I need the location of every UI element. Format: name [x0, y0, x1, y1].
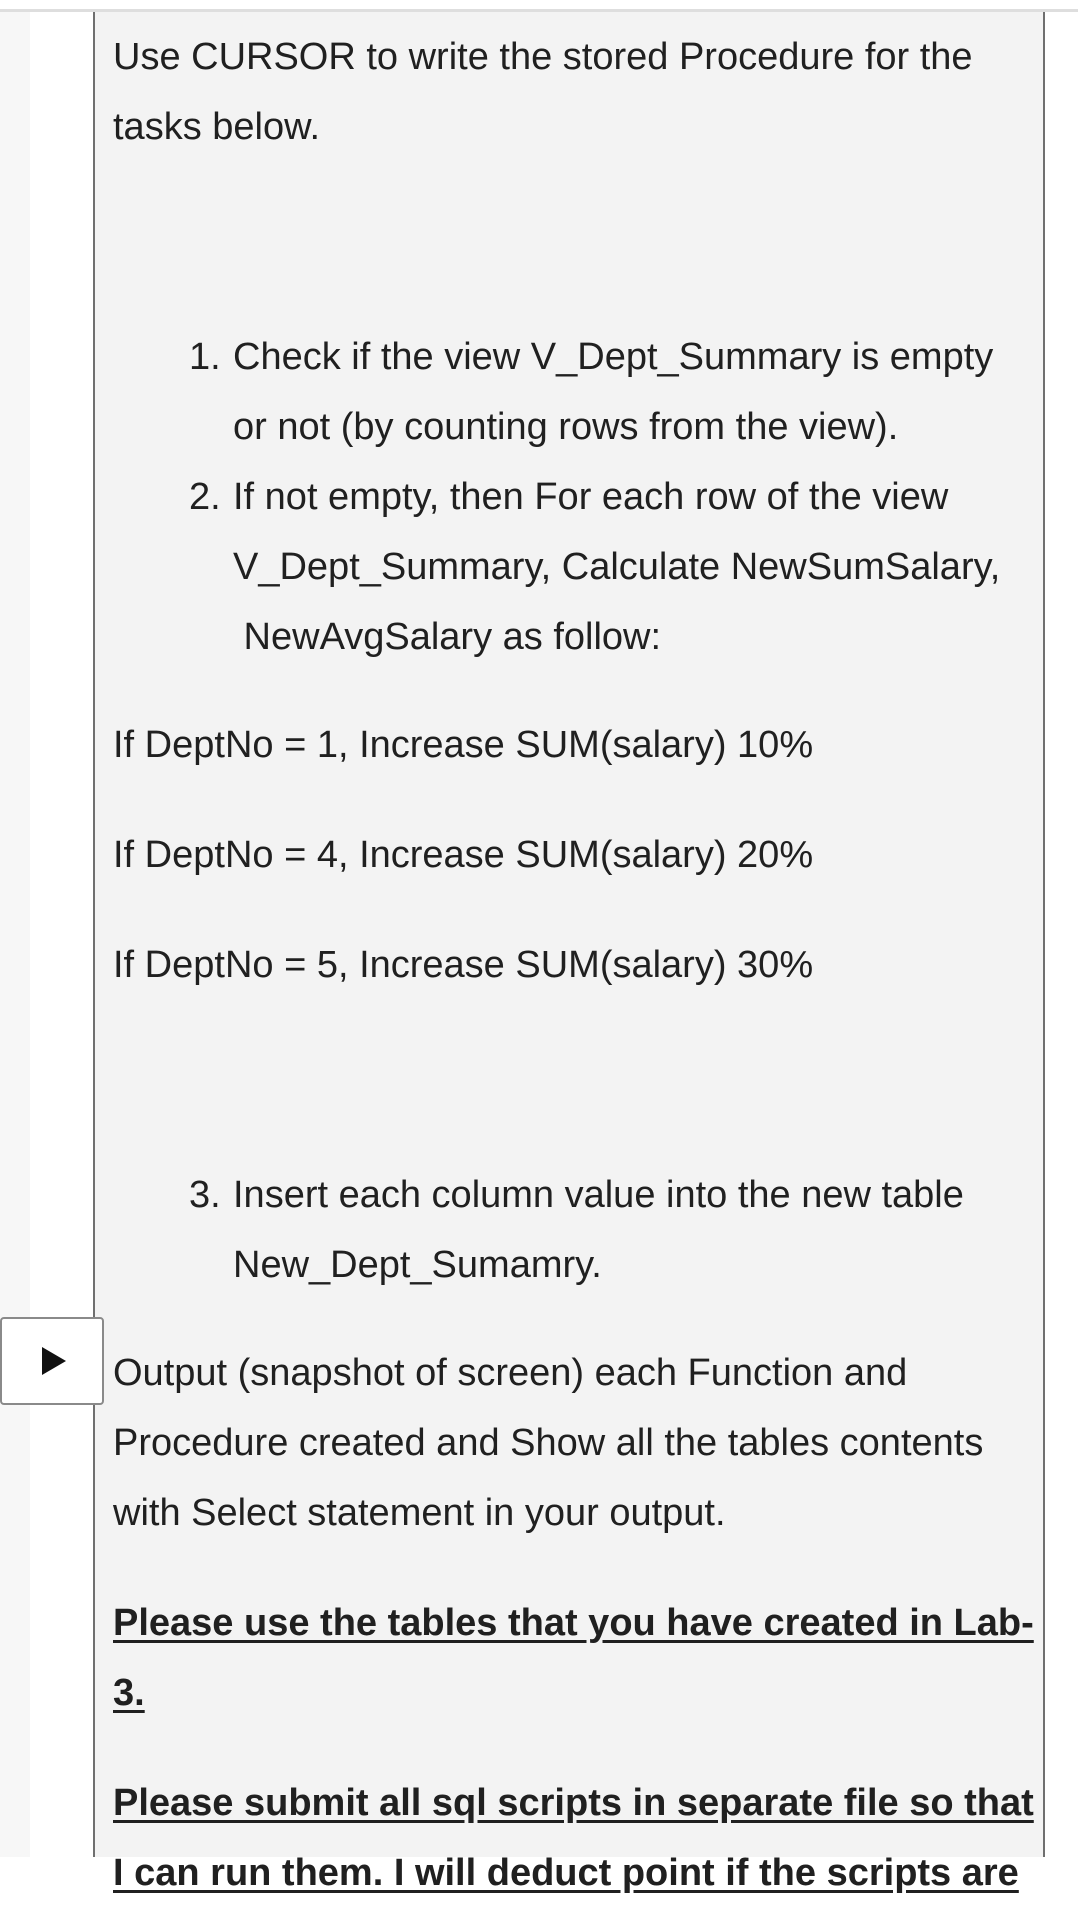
intro-line-2: tasks below. [113, 106, 320, 148]
output-line-1: Output (snapshot of screen) each Function and [113, 1352, 908, 1394]
task-item-1 [95, 322, 1043, 392]
rule-dept-4: If DeptNo = 4, Increase SUM(salary) 20% [113, 834, 814, 876]
task-text-continued: New_Dept_Sumamry. [233, 1244, 602, 1286]
task-text: If not empty, then For each row of the view [233, 476, 949, 518]
submit-note-line-2: I can run them. I will deduct point if the scripts are [113, 1852, 1019, 1894]
tables-note-line-1: Please use the tables that you have created in Lab- [113, 1602, 1034, 1644]
rule-dept-5: If DeptNo = 5, Increase SUM(salary) 30% [113, 944, 814, 986]
task-number: 1. [189, 336, 221, 378]
left-gutter [0, 12, 30, 1857]
intro-line-1: Use CURSOR to write the stored Procedure for the [113, 36, 973, 78]
output-line-2: Procedure created and Show all the tables contents [113, 1422, 984, 1464]
task-item-3 [95, 1160, 1043, 1230]
submit-note-line-1: Please submit all sql scripts in separate file so that [113, 1782, 1034, 1824]
rule-dept-1: If DeptNo = 1, Increase SUM(salary) 10% [113, 724, 814, 766]
task-text-continued: V_Dept_Summary, Calculate NewSumSalary, [233, 546, 1001, 588]
run-button[interactable] [0, 1317, 104, 1405]
task-number: 2. [189, 476, 221, 518]
tables-note-line-2: 3. [113, 1672, 145, 1714]
play-triangle-icon [42, 1347, 66, 1375]
task-text: Insert each column value into the new table [233, 1174, 964, 1216]
task-number: 3. [189, 1174, 221, 1216]
task-text-continued: or not (by counting rows from the view). [233, 406, 899, 448]
task-text-continued: NewAvgSalary as follow: [233, 616, 662, 658]
output-line-3: with Select statement in your output. [113, 1492, 726, 1534]
task-text: Check if the view V_Dept_Summary is empty [233, 336, 994, 378]
task-item-2 [95, 462, 1043, 532]
content-cell [93, 12, 1045, 1894]
